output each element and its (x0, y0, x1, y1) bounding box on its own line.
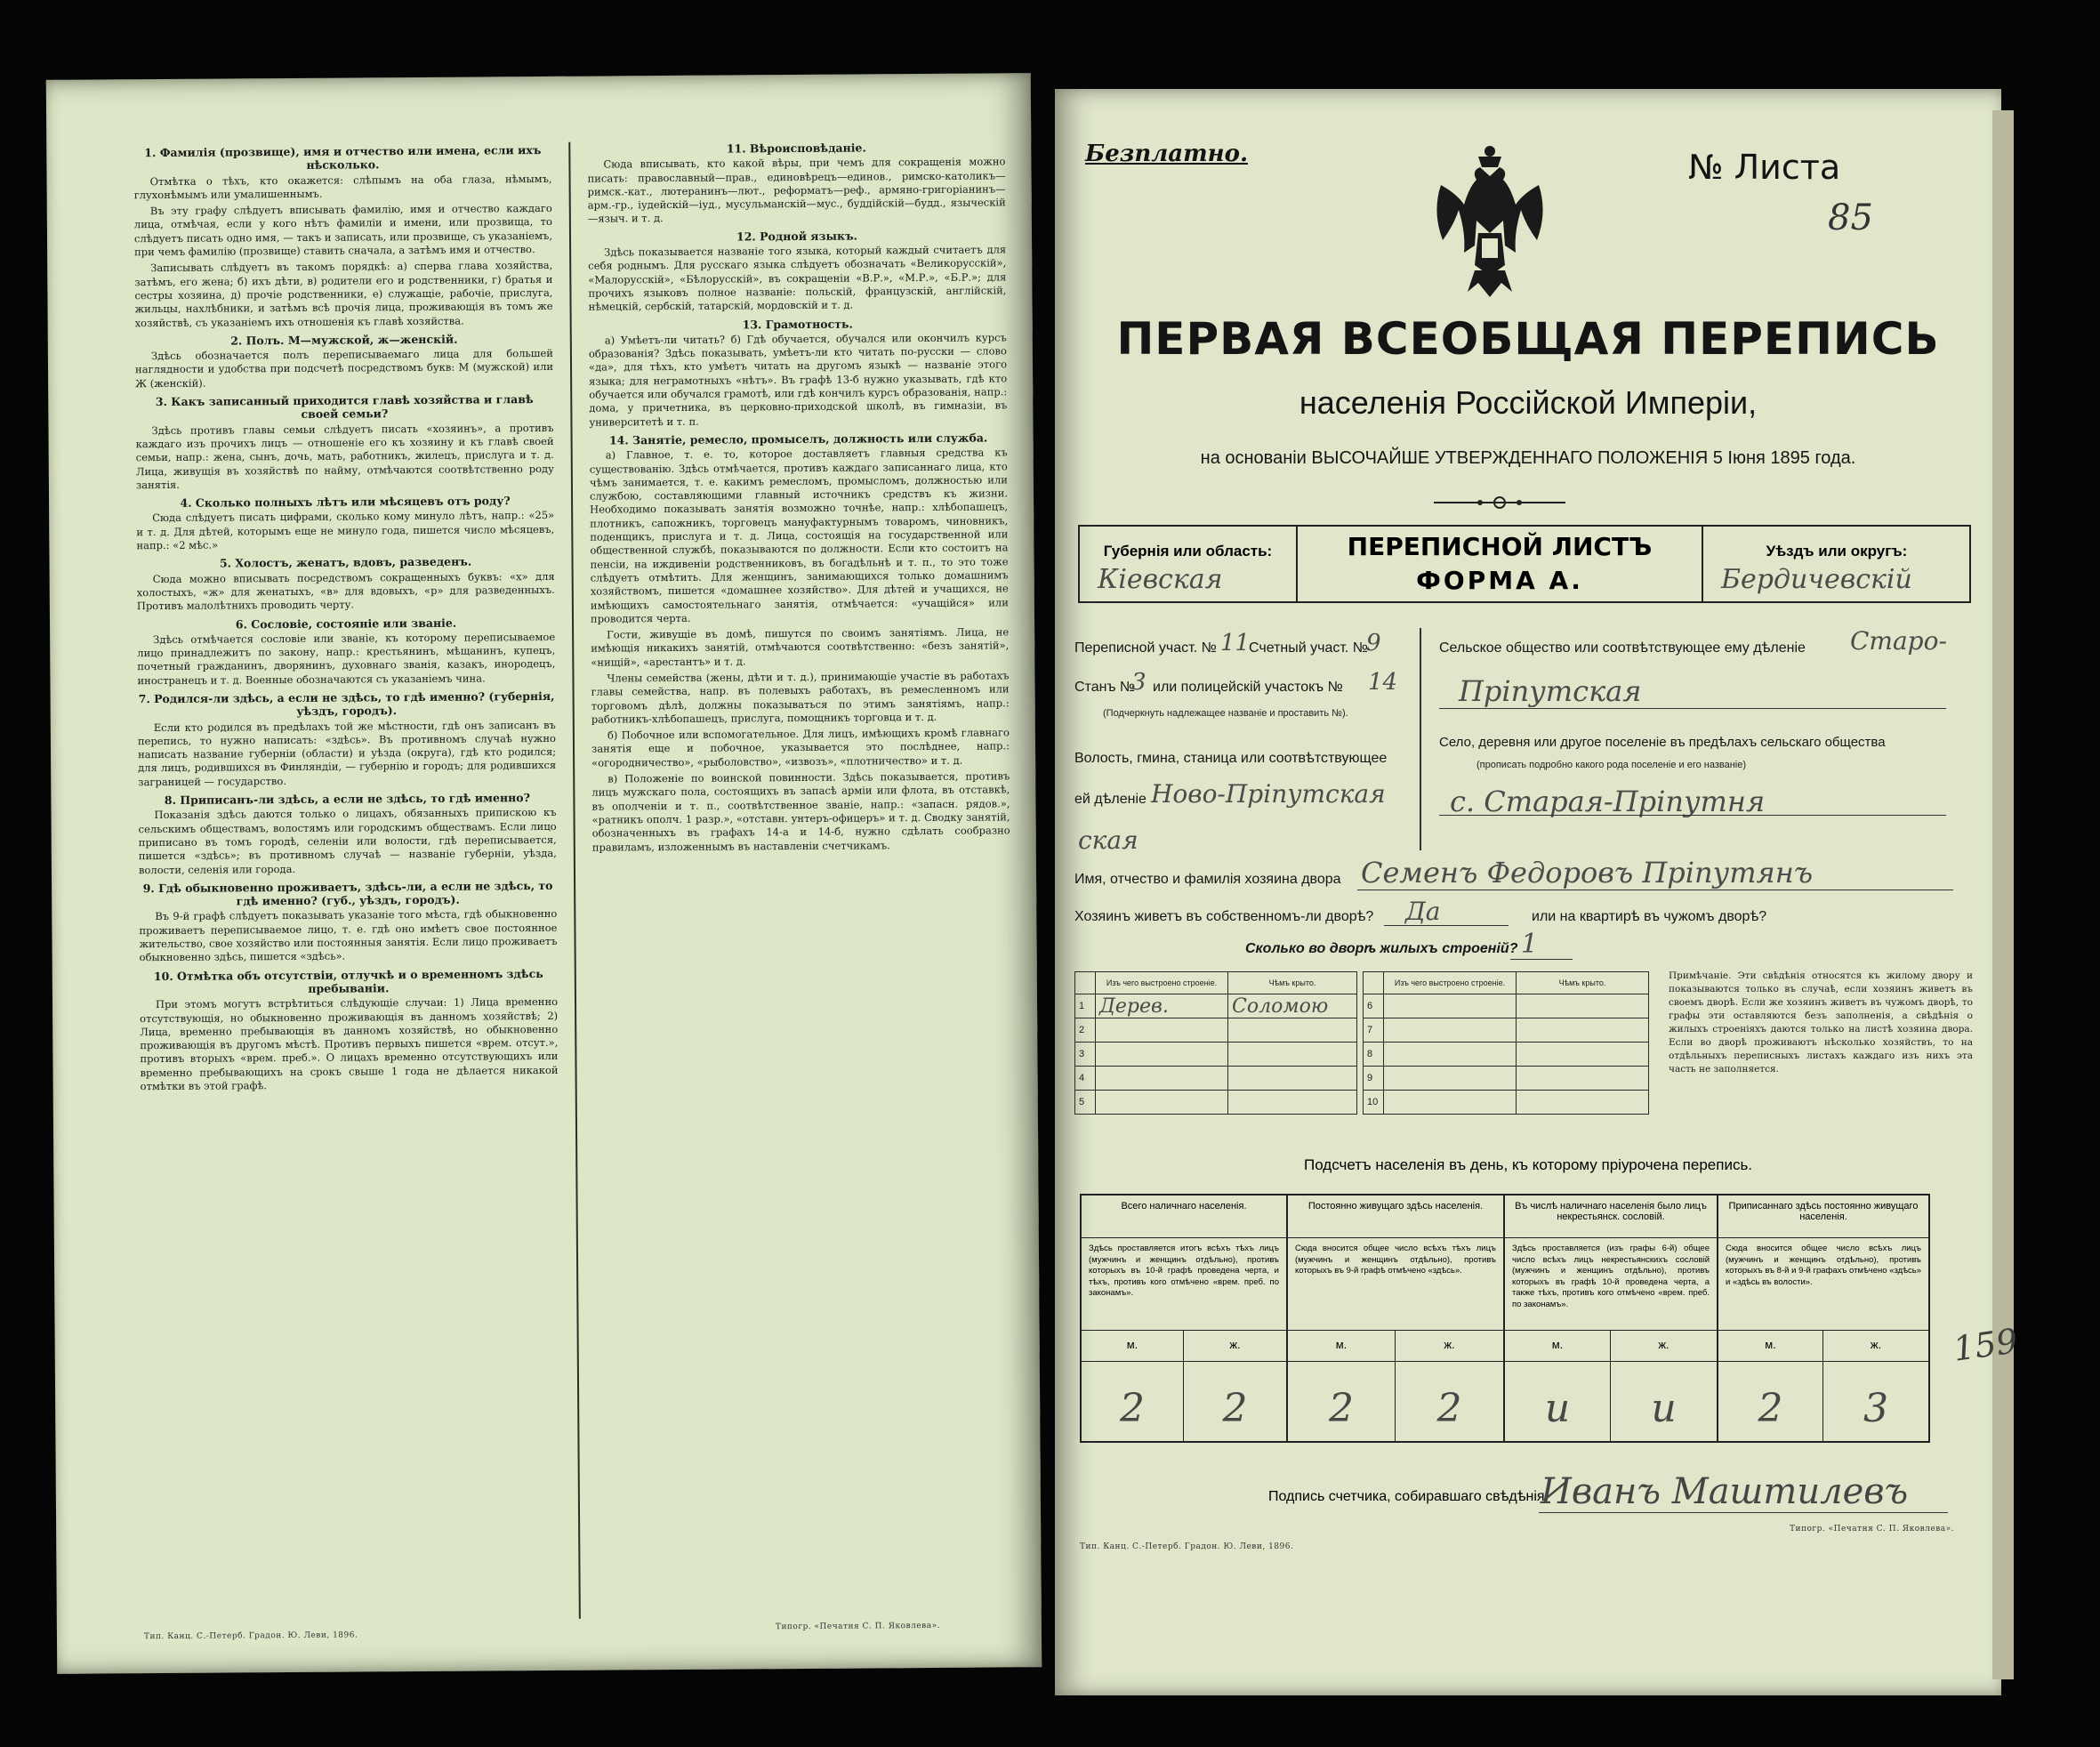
row-material (1096, 1067, 1228, 1091)
table-row (1075, 994, 1357, 1018)
row-num: 7 (1364, 1018, 1384, 1043)
instruction-paragraph: Сюда вписывать, кто какой вѣры, при чемъ для сокращенія можно писать: православный—прав., единовѣрецъ—единов., римско-католикъ—римск.-кат., лютеранинъ—лют., реформатъ—реф., армяно-григоріанинъ—арм.-гр., іудейскій—іуд., мусульманскій—мус., буддійскій—будд., языческій—языч. и т. д. (587, 155, 1006, 226)
table-row (1364, 1091, 1649, 1115)
population-count-title: Подсчетъ населенія въ день, къ которому пріурочена перепись. (1303, 1156, 1753, 1173)
instruction-paragraph: а) Главное, т. е. то, которое доставляетъ главныя средства къ существованію. Здѣсь отмѣчается, противъ каждаго записаннаго лица, кто чѣмъ занимается, т. е. какимъ ремесломъ, промысломъ, должностью или службою, составляющими главный источникъ средствъ къ жизни. Необходимо показывать занятія возможно точнѣе, напр.: хлѣбопашецъ, плотникъ, сапожникъ, торговецъ мануфактурнымъ товаромъ, чиновникъ, поденщикъ, прислуга и т. д. Лица, состоящія на государственной или общественной службѣ, показываются по должности. Если кто состоитъ на пенсіи, на иждивеніи родственниковъ, въ богадѣльнѣ и т. п., то это тоже слѣдуетъ отмѣтить. Для женщинъ, занимающихся только домашнимъ хозяйствомъ, пишется «домашнее хозяйство». Для дѣтей и учащихся, не имѣющихъ самостоятельнаго занятія, отмѣчается: «учащійся» или проводится черта. (589, 446, 1009, 625)
row-num: 6 (1364, 994, 1384, 1018)
stan-value: 3 (1131, 669, 1147, 696)
table-row (1364, 1067, 1649, 1091)
buildings-header-material: Изъ чего выстроено строеніе. (1096, 972, 1228, 994)
buildings-header-num (1364, 972, 1384, 994)
buildings-header-num (1075, 972, 1096, 994)
instruction-heading: 8. Приписанъ-ли здѣсь, а если не здѣсь, то гдѣ именно? (164, 791, 530, 808)
form-name: ФОРМА А. (1416, 566, 1583, 595)
instruction-heading: 3. Какъ записанный приходится главѣ хозяйства и главѣ своей семьи? (155, 392, 534, 422)
form-header-box (1078, 525, 1971, 603)
instruction-paragraph: Сюда слѣдуетъ писать цифрами, сколько кому минуло лѣтъ, напр.: «25» и т. д. Для дѣтей, которымъ еще не минуло года, пишется число мѣсяцевъ, напр.: «2 мѣс.» (136, 509, 555, 552)
owner-value: Семенъ Федоровъ Пріпутянъ (1361, 856, 1814, 890)
population-column-desc: Сюда вносится общее число всѣхъ тѣхъ лицъ (мужчинъ и женщинъ отдѣльно), противъ которыхъ въ 9-й графѣ отмѣчено «здѣсь». (1288, 1238, 1503, 1331)
own-house-underline (1384, 925, 1509, 926)
buildings-underline (1510, 959, 1573, 960)
column-divider (568, 142, 581, 1619)
female-value: 2 (1222, 1386, 1248, 1431)
form-title: ПЕРЕПИСНОЙ ЛИСТЪ (1347, 532, 1653, 561)
female-label: ж. (1658, 1338, 1670, 1351)
owner-label: Имя, отчество и фамилія хозяина двора (1074, 872, 1341, 887)
population-table (1080, 1194, 1930, 1443)
instruction-paragraph: а) Умѣетъ-ли читать? б) Гдѣ обучается, обучался или окончилъ курсъ образованія? Здѣсь показывать, умѣетъ-ли кто читать по-русски — слово «да», для тѣхъ, кто умѣетъ читать на другомъ языкѣ — названіе этого языка; для неграмотныхъ «нѣтъ». Въ графѣ 13-б нужно указывать, гдѣ кто обучается или обучался грамотѣ, или гдѣ кончилъ курсъ образованія, напр.: дома, у причетника, въ церковно-приходской школѣ, въ гимназіи, въ университетѣ и т. п. (588, 331, 1008, 429)
signature-label: Подпись счетчика, собиравшаго свѣдѣнія (1268, 1489, 1545, 1504)
village-label: Село, деревня или другое поселеніе въ предѣлахъ сельскаго общества (1439, 735, 1886, 750)
buildings-table-right (1363, 971, 1649, 1115)
table-row (1364, 1043, 1649, 1067)
table-row (1364, 994, 1649, 1018)
male-label: м. (1335, 1338, 1348, 1351)
schet-uchast-value: 9 (1366, 630, 1381, 656)
census-title: ПЕРВАЯ ВСЕОБЩАЯ ПЕРЕПИСЬ (1116, 313, 1940, 365)
row-material (1096, 1091, 1228, 1115)
row-roof (1517, 1067, 1649, 1091)
instruction-paragraph: в) Положеніе по воинской повинности. Здѣсь показывается, противъ лицъ мужскаго пола, состоящихъ въ запасѣ арміи или флота, въ отставкѣ, въ ополченіи и т. п., соотвѣтственное званіе, напр.: «запасн. рядов.», «ратникъ ополч. 1 разр.», «отставн. унтеръ-офицеръ» и т. д. Сводку занятій, обозначенныхъ въ графахъ 14-а и 14-б, нужно сдѣлать сообразно правиламъ, изложеннымъ въ наставленіи счетчикамъ. (591, 769, 1010, 854)
female-label: ж. (1870, 1338, 1882, 1351)
row-material (1096, 1018, 1228, 1043)
population-female-cell (1611, 1331, 1717, 1441)
row-material (1384, 994, 1517, 1018)
village-note: (прописать подробно какого рода поселеніе и его названіе) (1476, 760, 1747, 770)
population-male-cell (1082, 1331, 1184, 1441)
male-value: 2 (1758, 1386, 1783, 1431)
instruction-heading: 6. Сословіе, состояніе или званіе. (235, 616, 457, 631)
instruction-paragraph: Показанія здѣсь даются только о лицахъ, обязанныхъ припискою къ сельскимъ обществамъ, волостямъ или городскимъ обществамъ. Если лицо приписано въ томъ городѣ, селеніи или волости, гдѣ переписывается, пишется «здѣсь»; въ противномъ случаѣ — названіе губерніи, уѣзда, волости, селенія или города. (138, 806, 557, 876)
instructions-column-left (133, 139, 562, 1654)
instruction-heading: 13. Грамотность. (742, 317, 853, 331)
population-column-desc: Здѣсь проставляется итогъ всѣхъ тѣхъ лицъ (мужчинъ и женщинъ отдѣльно), противъ которыхъ въ 10-й графѣ проведена черта, и тѣхъ, противъ кого отмѣчено «врем. преб. по законамъ». (1082, 1238, 1286, 1331)
apartment-label: или на квартирѣ въ чужомъ дворѣ? (1532, 909, 1767, 924)
uezd-label: Уѣздъ или округъ: (1766, 543, 1908, 560)
society-label: Сельское общество или соотвѣтствующее ему дѣленіе (1439, 640, 1806, 656)
population-column-head: Постоянно живущаго здѣсь населенія. (1288, 1196, 1503, 1238)
society-value-2: Пріпутская (1459, 674, 1642, 708)
row-num: 2 (1075, 1018, 1096, 1043)
population-column (1082, 1196, 1288, 1441)
instruction-paragraph: б) Побочное или вспомогательное. Для лицъ, имѣющихъ кромѣ главнаго занятія еще и побочное, указывается это послѣднее, напр.: «огородничество», «рыболовство», «извозъ», «плотничество» и т. д. (591, 726, 1010, 769)
imperial-eagle-emblem-icon (1423, 141, 1557, 301)
population-column (1288, 1196, 1505, 1441)
population-column-head: Всего наличнаго населенія. (1082, 1196, 1286, 1238)
female-value: 3 (1863, 1386, 1888, 1431)
instruction-heading: 7. Родился-ли здѣсь, а если не здѣсь, то гдѣ именно? (губернія, уѣздъ, городъ). (138, 688, 555, 719)
instruction-paragraph: При этомъ могутъ встрѣтиться слѣдующіе случаи: 1) Лица временно отсутствующія, но обыкновенно проживающія въ данномъ хозяйствѣ; 2) Лица, временно пребывающія въ данномъ хозяйствѣ, но обыкновенно проживающія въ другомъ мѣстѣ. Противъ первыхъ пишется «врем. отсут.», противъ вторыхъ «врем. преб.». О лицахъ временно отсутствующихъ или временно пребывающихъ на срокъ свыше 1 года не дѣлается никакой отмѣтки въ этой графѣ. (140, 995, 559, 1093)
female-value: и (1651, 1386, 1677, 1431)
population-male-cell (1288, 1331, 1396, 1441)
population-column (1718, 1196, 1928, 1441)
row-roof (1228, 1018, 1357, 1043)
male-value: и (1544, 1386, 1571, 1431)
female-label: ж. (1444, 1338, 1455, 1351)
police-value: 14 (1368, 669, 1398, 696)
population-female-cell (1823, 1331, 1928, 1441)
population-column-head: Приписаннаго здѣсь постоянно живущаго населенія. (1718, 1196, 1928, 1238)
row-num: 10 (1364, 1091, 1384, 1115)
population-female-cell (1184, 1331, 1286, 1441)
instruction-paragraph: Если кто родился въ предѣлахъ той же мѣстности, гдѣ онъ записанъ въ перепись, то нужно написать: «здѣсь». Въ противномъ случаѣ нужно написать название губерніи (области) и уѣзда (округа), гдѣ кто родился; для лицъ, родившихся въ Финляндіи, — губернію и городъ; для родившихся заграницей — государство. (137, 718, 557, 788)
instruction-heading: 4. Сколько полныхъ лѣтъ или мѣсяцевъ отъ роду? (180, 494, 511, 510)
own-house-value: Да (1405, 897, 1441, 926)
own-house-label: Хозяинъ живетъ въ собственномъ-ли дворѣ? (1074, 909, 1374, 924)
buildings-table-left (1074, 971, 1357, 1115)
male-value: 2 (1120, 1386, 1145, 1431)
society-value: Старо- (1850, 626, 1947, 656)
row-roof (1228, 1043, 1357, 1067)
male-label: м. (1126, 1338, 1139, 1351)
ornament-divider-icon (1434, 495, 1565, 511)
row-material (1384, 1067, 1517, 1091)
female-value: 2 (1436, 1386, 1462, 1431)
side-number: 159 (1951, 1321, 2021, 1369)
row-roof (1517, 1043, 1649, 1067)
male-value: 2 (1329, 1386, 1354, 1431)
volost-value-2: ская (1078, 825, 1139, 855)
buildings-header-material: Изъ чего выстроено строеніе. (1384, 972, 1517, 994)
female-label: ж. (1229, 1338, 1241, 1351)
village-underline (1439, 815, 1946, 816)
population-female-cell (1396, 1331, 1503, 1441)
perepis-uchast-value: 11 (1220, 630, 1251, 656)
row-material: Дерев. (1096, 994, 1228, 1018)
printer-imprint-left: Тип. Канц. С.-Петерб. Градон. Ю. Леви, 1896. (143, 1630, 358, 1642)
population-column-desc: Здѣсь проставляется (изъ графы 6-й) общее число всѣхъ лицъ некрестьянскихъ сословій (мужчинъ и женщинъ отдѣльно), противъ которыхъ въ графѣ 10-й проведена черта, а также тѣхъ, противъ кого отмѣчено «врем. преб. по законамъ». (1505, 1238, 1717, 1331)
row-roof (1517, 994, 1649, 1018)
census-legal-basis: на основаніи ВЫСОЧАЙШЕ УТВЕРЖДЕННАГО ПОЛОЖЕНІЯ 5 Іюня 1895 года. (1200, 448, 1856, 468)
volost-label: Волость, гмина, станица или соотвѣтствующее (1074, 751, 1388, 766)
underline-note: (Подчеркнуть надлежащее названіе и проставить №). (1103, 708, 1348, 719)
row-num: 9 (1364, 1067, 1384, 1091)
row-num: 8 (1364, 1043, 1384, 1067)
police-label: или полицейскій участокъ № (1153, 680, 1343, 695)
left-page-instructions (46, 73, 1042, 1674)
table-row (1075, 1067, 1357, 1091)
instruction-paragraph: Въ 9-й графѣ слѣдуетъ показывать указаніе того мѣста, гдѣ обыкновенно проживаетъ переписываемое лицо, т. е. гдѣ оно имѣетъ свое постоянное жительство, свое хозяйство или постоянныя занятія. Если лицо проживаетъ обыкновенно здѣсь, пишется «здѣсь». (139, 907, 558, 964)
buildings-value: 1 (1521, 929, 1539, 960)
instruction-paragraph: Гости, живущіе въ домѣ, пишутся по своимъ занятіямъ. Лица, не имѣющія никакихъ занятій, отмѣчаются соотвѣтственно: «безъ занятій», «нищій», «арестантъ» и т. д. (591, 625, 1010, 669)
table-row (1364, 1018, 1649, 1043)
stan-label: Станъ № (1074, 680, 1136, 695)
instruction-paragraph: Отмѣтка о тѣхъ, кто окажется: слѣпымъ на оба глаза, нѣмымъ, глухонѣмымъ или умалишеннымъ. (133, 172, 552, 202)
instruction-heading: 9. Гдѣ обыкновенно проживаетъ, здѣсь-ли, а если не здѣсь, то гдѣ именно? (губ., уѣздъ, городъ). (142, 878, 553, 908)
instruction-heading: 1. Фамилія (прозвище), имя и отчество или имена, если ихъ нѣсколько. (144, 143, 542, 173)
table-row (1075, 1091, 1357, 1115)
perepis-uchast-label: Переписной участ. № (1074, 640, 1217, 656)
row-material (1384, 1091, 1517, 1115)
sheet-number-label: № Листа (1688, 148, 1841, 187)
table-row (1075, 1043, 1357, 1067)
uezd-cell (1703, 527, 1970, 601)
buildings-label: Сколько во дворѣ жилыхъ строеній? (1245, 941, 1518, 956)
field-column-separator (1420, 628, 1421, 850)
signature-underline (1539, 1512, 1948, 1513)
buildings-header-roof: Чѣмъ крыто. (1517, 972, 1649, 994)
instructions-column-right (587, 135, 1016, 1632)
sheet-number-value: 85 (1828, 197, 1873, 238)
instruction-paragraph: Въ эту графу слѣдуетъ вписывать фамилію, имя и отчество каждаго лица, отмѣчая, если у кого нѣтъ фамиліи и имени, или прозвища, то слѣдуетъ писать одно имя, — такъ и записать, или прозвище, съ указаніемъ, при чемъ фамилію (прозвище) ставить сначала, а затѣмъ имя и отчество. (133, 202, 553, 259)
population-column-desc: Сюда вносится общее число всѣхъ лицъ (мужчинъ и женщинъ отдѣльно), противъ которыхъ въ 8-й и 9-й графахъ отмѣчено «здѣсь» и «здѣсь въ волости». (1718, 1238, 1928, 1331)
instruction-heading: 2. Полъ. М—мужской, ж—женскій. (230, 332, 458, 348)
instruction-paragraph: Записывать слѣдуетъ въ такомъ порядкѣ: а) сперва глава хозяйства, затѣмъ, его жена; б) ихъ дѣти, в) родители его и родственники, г) братья и сестры хозяина, д) прочіе родственники, е) служащіе, рабочіе, прислуга, жильцы, нахлѣбники, и затѣмъ всѣ прочія лица, проживающія въ томъ же хозяйствѣ, съ указаніемъ ихъ отношенія къ главѣ хозяйства. (134, 259, 553, 329)
table-row (1075, 1018, 1357, 1043)
buildings-header-roof: Чѣмъ крыто. (1228, 972, 1357, 994)
row-material (1096, 1043, 1228, 1067)
form-printer-imprint-right: Типогр. «Печатня С. П. Яковлева». (1790, 1525, 1955, 1534)
instruction-paragraph: Сюда можно вписывать посредствомъ сокращенныхъ буквъ: «х» для холостыхъ, «ж» для женатыхъ, «в» для вдовыхъ, «р» для разведенныхъ. Противъ малолѣтнихъ проводить черту. (136, 569, 555, 613)
gubernia-cell (1080, 527, 1298, 601)
row-num: 4 (1075, 1067, 1096, 1091)
population-male-cell (1718, 1331, 1823, 1441)
row-roof (1517, 1018, 1649, 1043)
row-num: 3 (1075, 1043, 1096, 1067)
instruction-heading: 14. Занятіе, ремесло, промыселъ, должность или служба. (608, 431, 988, 447)
signature-value: Иванъ Маштилевъ (1541, 1471, 1909, 1512)
row-roof: Соломою (1228, 994, 1357, 1018)
male-label: м. (1551, 1338, 1564, 1351)
census-subtitle: населенія Россійской Имперіи, (1299, 384, 1758, 421)
population-male-cell (1505, 1331, 1611, 1441)
printer-imprint-right: Типогр. «Печатня С. П. Яковлева». (775, 1621, 940, 1632)
schet-uchast-label: Счетный участ. № (1249, 640, 1368, 656)
population-column-head: Въ числѣ наличнаго населенія было лицъ некрестьянск. сословій. (1505, 1196, 1717, 1238)
row-num: 1 (1075, 994, 1096, 1018)
gubernia-label: Губернія или область: (1103, 543, 1273, 560)
free-label: Безплатно. (1085, 141, 1248, 167)
row-material (1384, 1043, 1517, 1067)
row-roof (1228, 1091, 1357, 1115)
form-printer-imprint-left: Тип. Канц. С.-Петерб. Градон. Ю. Леви, 1896. (1080, 1542, 1294, 1551)
instruction-heading: 5. Холостъ, женатъ, вдовъ, разведенъ. (219, 554, 472, 570)
volost-label-2: ей дѣленіе (1074, 792, 1147, 807)
village-value: с. Старая-Пріпутня (1450, 785, 1766, 818)
population-column (1505, 1196, 1718, 1441)
instruction-paragraph: Здѣсь противъ главы семьи слѣдуетъ писать «хозяинъ», а противъ каждаго изъ прочихъ лицъ — отношеніе его къ хозяину и къ главѣ своей семьи, напр.: жена, сынъ, дочь, мать, работникъ, жилецъ, прислуга и т. д. Лица, живущія въ хозяйствѣ по найму, отмѣчаются соотвѣтственно роду занятія. (135, 421, 554, 492)
instruction-paragraph: Здѣсь обозначается полъ переписываемаго лица для большей наглядности и удобства при подсчетѣ посредствомъ букв: М (мужской) или Ж (женскій). (134, 347, 554, 390)
volost-value: Ново-Пріпутская (1151, 779, 1386, 809)
male-label: м. (1765, 1338, 1776, 1351)
instruction-heading: 10. Отмѣтка объ отсутствіи, отлучкѣ и о временномъ здѣсь пребываніи. (153, 966, 543, 995)
society-underline (1439, 708, 1946, 709)
instruction-heading: 12. Родной языкъ. (736, 229, 858, 244)
instruction-heading: 11. Вѣроисповѣданіе. (726, 141, 866, 156)
row-material (1384, 1018, 1517, 1043)
form-title-cell (1298, 527, 1703, 601)
row-roof (1517, 1091, 1649, 1115)
row-roof (1228, 1067, 1357, 1091)
instruction-paragraph: Члены семейства (жены, дѣти и т. д.), принимающіе участіе въ работахъ главы семейства, напр. въ полевыхъ работахъ, въ ремесленномъ или торговомъ дѣлѣ, должны показываться по этимъ занятіямъ, напр.: работникъ-хлѣбопашецъ, прислуга, помощникъ торговца и т. д. (591, 669, 1010, 726)
row-num: 5 (1075, 1091, 1096, 1115)
instruction-paragraph: Здѣсь отмѣчается сословіе или званіе, къ которому переписываемое лицо принадлежитъ по закону, напр.: крестьянинъ, мѣщанинъ, купецъ, почетный гражданинъ, дворянинъ, духовнаго званія, казакъ, инородецъ, иностранецъ и т. д. Военные обозначаются съ указаніемъ чина. (137, 630, 556, 687)
gubernia-value: Кіевская (1098, 564, 1223, 595)
instruction-paragraph: Здѣсь показывается названіе того языка, который каждый считаетъ для себя роднымъ. Для русскаго языка слѣдуетъ обозначать «Великорусскій», «Малорусскій», «Бѣлорусскій», въ сокращеніи «В.Р.», «М.Р.», «Б.Р.»; для прочихъ языковъ полное названіе: польскій, французскій, англійскій, нѣмецкій, сербскій, татарскій, мордовскій и т. д. (588, 243, 1007, 313)
uezd-value: Бердичевскій (1721, 564, 1912, 595)
buildings-note: Примѣчаніе. Эти свѣдѣнія относятся къ жилому двору и показываются только въ случаѣ, если хозяинъ живетъ въ своемъ дворѣ. Если же хозяинъ живетъ въ чужомъ дворѣ, то графы эти оставляются безъ заполненія, а свѣдѣнія о жилыхъ строеніяхъ даются только на листѣ хозяина двора. Если во дворѣ проживаютъ нѣсколько хозяйствъ, то на отдѣльныхъ переписныхъ листахъ каждаго изъ нихъ эта часть не заполняется. (1669, 970, 1973, 1075)
